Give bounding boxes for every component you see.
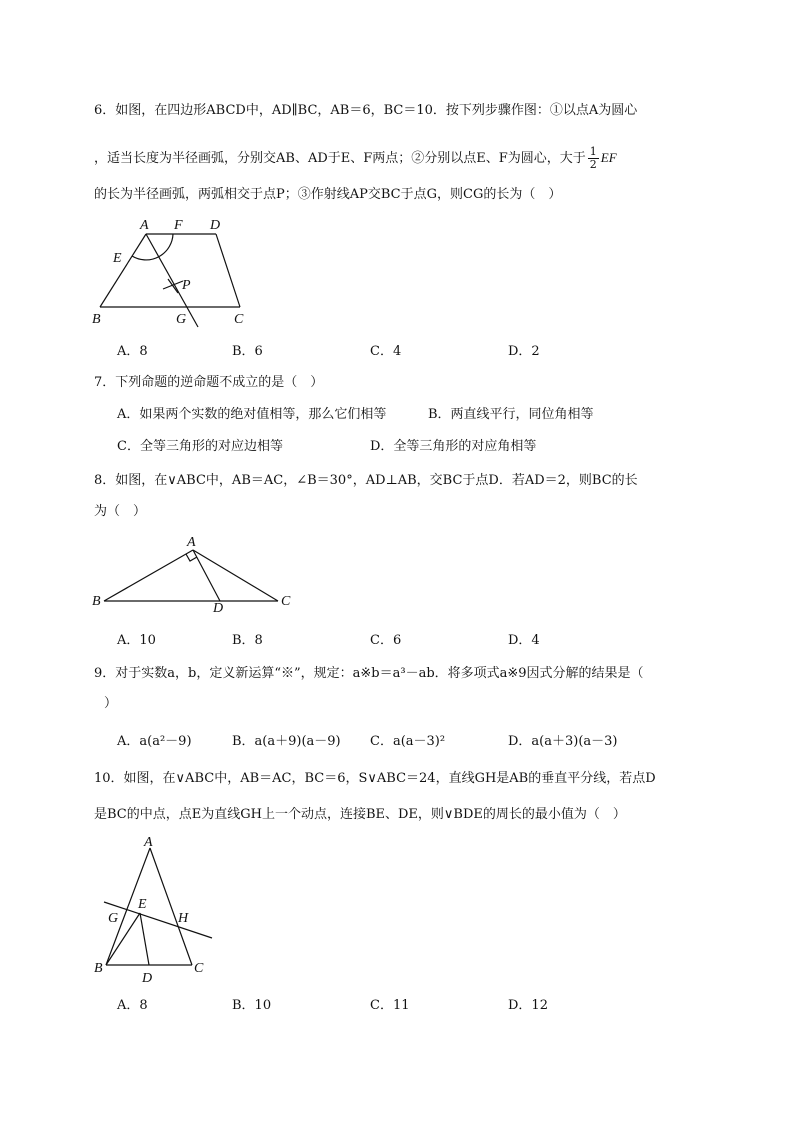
q6-fraction-suffix: EF	[600, 150, 617, 165]
q6-figure	[88, 215, 258, 330]
q10-figure	[88, 834, 223, 984]
q10-label-C: C	[194, 961, 204, 976]
q6-label-F: F	[174, 218, 183, 233]
q7-option-d[interactable]: D．全等三角形的对应角相等	[370, 439, 537, 454]
q9-option-b[interactable]: B．a(a＋9)(a－9)	[232, 734, 341, 749]
q6-trapezoid	[100, 234, 240, 327]
q10-line-2: 是BC的中点，点E为直线GH上一个动点，连接BE、DE，则∨BDE的周长的最小值为（ ）	[94, 807, 626, 822]
q10-label-D: D	[142, 971, 153, 986]
q10-label-G: G	[108, 911, 119, 926]
q6-number: 6．	[94, 103, 116, 118]
q8-label-B: B	[92, 594, 101, 609]
q6-label-G: G	[176, 312, 187, 327]
q7-number: 7．	[94, 375, 116, 390]
q6-line-3: 的长为半径画弧，两弧相交于点P；③作射线AP交BC于点G，则CG的长为（ ）	[94, 187, 562, 202]
q6-text-1: 如图，在四边形ABCD中，AD∥BC，AB＝6，BC＝10．按下列步骤作图：①以点A为圆心	[115, 103, 638, 118]
q6-option-c[interactable]: C．4	[370, 344, 402, 359]
q6-line-1	[94, 102, 637, 120]
q9-option-d[interactable]: D．a(a＋3)(a－3)	[508, 734, 618, 749]
q10-label-A: A	[144, 835, 153, 850]
q6-label-E: E	[113, 251, 122, 266]
q10-label-E: E	[138, 897, 147, 912]
q8-number: 8．	[94, 473, 116, 488]
q6-line-2	[94, 146, 617, 171]
q6-label-A: A	[140, 218, 149, 233]
q8-option-b[interactable]: B．8	[232, 633, 263, 648]
q10-option-c[interactable]: C．11	[370, 998, 410, 1013]
q7-option-a[interactable]: A．如果两个实数的绝对值相等，那么它们相等	[117, 407, 387, 422]
q8-triangle	[104, 550, 278, 601]
q8-figure	[88, 532, 303, 617]
q9-option-a[interactable]: A．a(a²－9)	[117, 734, 192, 749]
q7-line-1	[94, 374, 323, 392]
q10-option-a[interactable]: A．8	[117, 998, 148, 1013]
q9-line-1	[94, 665, 644, 683]
q10-line-1	[94, 770, 656, 788]
q6-option-b[interactable]: B．6	[232, 344, 263, 359]
q6-label-P: P	[182, 278, 191, 293]
q10-label-B: B	[94, 961, 103, 976]
q6-label-C: C	[234, 312, 244, 327]
q10-option-d[interactable]: D．12	[508, 998, 548, 1013]
q10-triangle	[104, 848, 212, 965]
q6-fraction: $\frac{1}{2}$	[589, 145, 597, 171]
q9-text-1: 对于实数a，b，定义新运算“※”，规定：a※b＝a³－ab．将多项式a※9因式分解的结果是（	[115, 666, 644, 681]
q10-option-b[interactable]: B．10	[232, 998, 272, 1013]
q8-label-A: A	[187, 535, 196, 550]
q8-text-1: 如图，在∨ABC中，AB＝AC，∠B＝30°，AD⊥AB，交BC于点D．若AD＝2，则BC的长	[115, 473, 638, 488]
q8-option-c[interactable]: C．6	[370, 633, 402, 648]
q10-label-H: H	[178, 911, 189, 926]
q10-text-1: 如图，在∨ABC中，AB＝AC，BC＝6，S∨ABC＝24，直线GH是AB的垂直平分线，若点D	[123, 771, 656, 786]
q10-number: 10．	[94, 771, 124, 786]
q9-line-2: ）	[104, 696, 118, 711]
q9-option-c[interactable]: C．a(a－3)²	[370, 734, 446, 749]
q6-option-d[interactable]: D．2	[508, 344, 540, 359]
q6-label-B: B	[92, 312, 101, 327]
q6-label-D: D	[210, 218, 221, 233]
q8-label-D: D	[213, 601, 224, 616]
q7-option-b[interactable]: B．两直线平行，同位角相等	[428, 407, 594, 422]
q9-number: 9．	[94, 666, 116, 681]
q8-option-d[interactable]: D．4	[508, 633, 540, 648]
q7-text-1: 下列命题的逆命题不成立的是（ ）	[115, 375, 324, 390]
q8-label-C: C	[281, 594, 291, 609]
q8-line-1	[94, 472, 638, 490]
q6-option-a[interactable]: A．8	[117, 344, 148, 359]
q8-option-a[interactable]: A．10	[117, 633, 156, 648]
q7-option-c[interactable]: C．全等三角形的对应边相等	[117, 439, 283, 454]
q8-line-2: 为（ ）	[94, 504, 147, 519]
q6-text-2: ，适当长度为半径画弧，分别交AB、AD于E、F两点；②分别以点E、F为圆心，大于	[94, 151, 586, 166]
